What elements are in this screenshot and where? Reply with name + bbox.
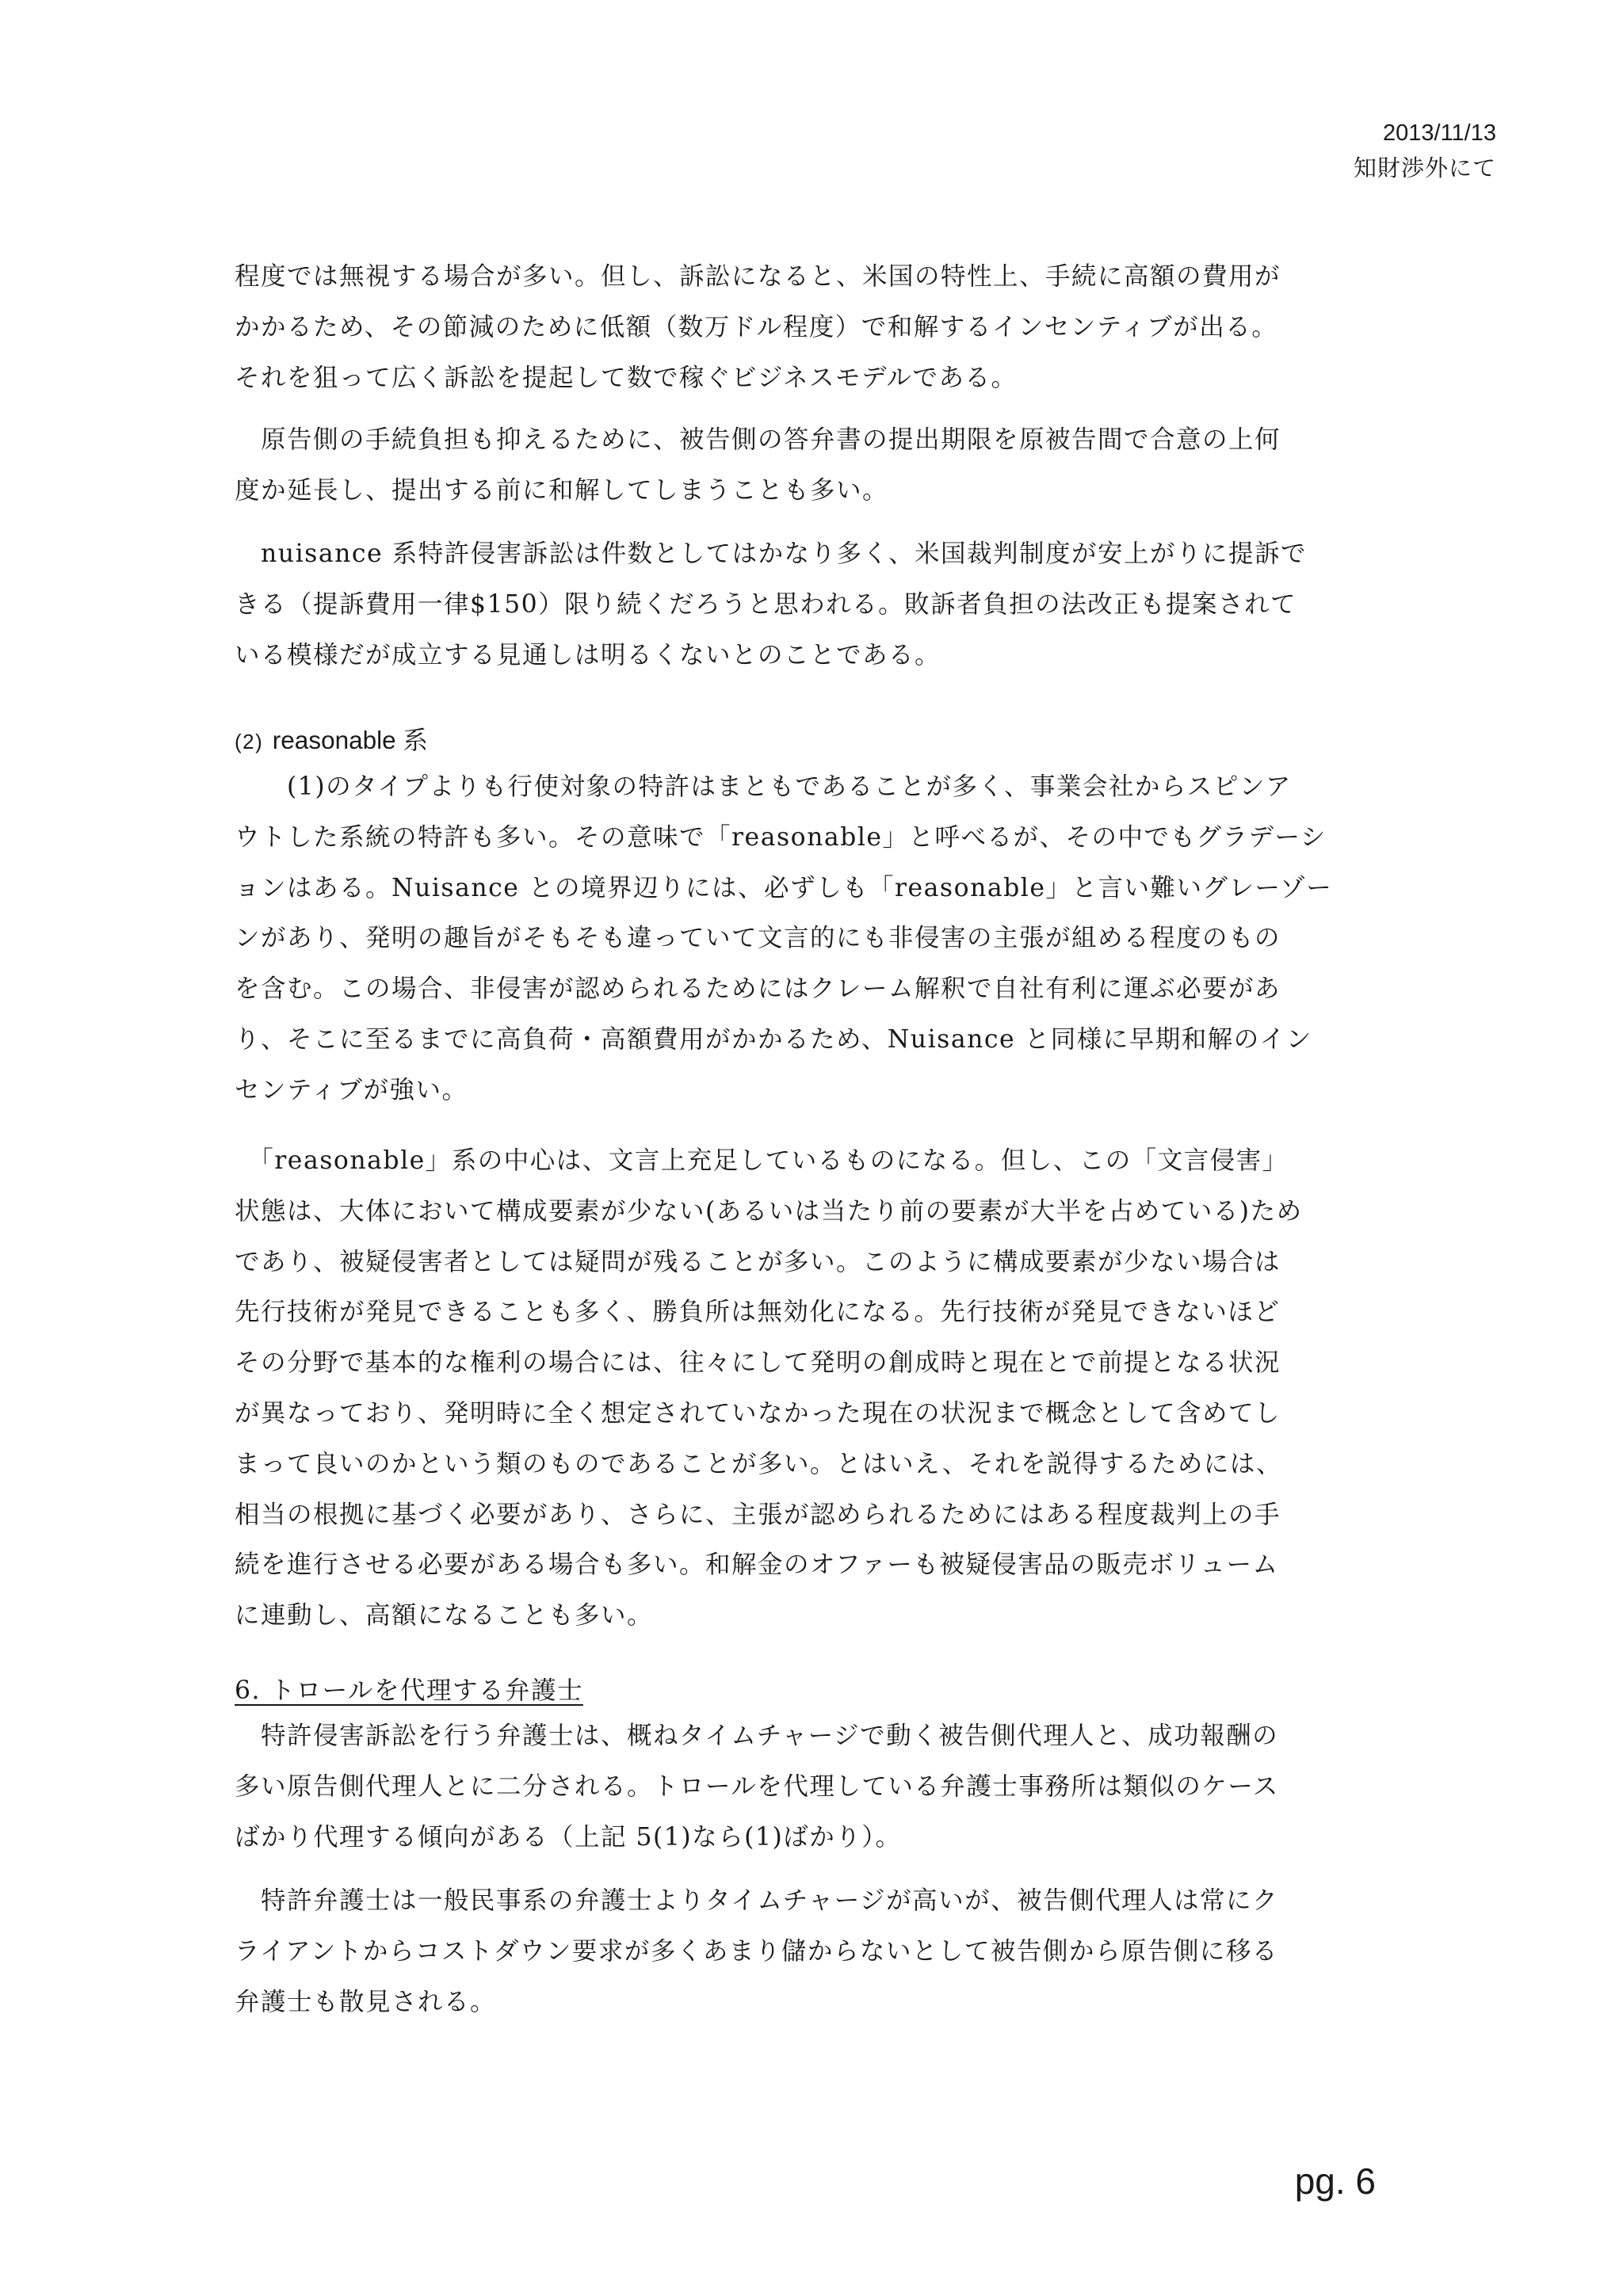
document-organization: 知財渉外にて <box>1353 154 1496 181</box>
text-line: それを狙って広く訴訟を提起して数で稼ぐビジネスモデルである。 <box>235 363 1018 392</box>
text-line: であり、被疑侵害者としては疑問が残ることが多い。このように構成要素が少ない場合は <box>235 1247 1281 1276</box>
text-line: 先行技術が発見できることも多く、勝負所は無効化になる。先行技術が発見できないほど <box>235 1298 1281 1327</box>
text-line: 相当の根拠に基づく必要があり、さらに、主張が認められるためにはある程度裁判上の手 <box>235 1500 1281 1529</box>
paragraph-reasonable-type <box>235 762 1392 1116</box>
subsection-number: (2) <box>235 730 264 753</box>
text-line: ョンはある。Nuisance との境界辺りには、必ずしも「reasonable」と言い難いグレーゾー <box>235 873 1333 902</box>
text-line: り、そこに至るまでに高負荷・高額費用がかかるため、Nuisance と同様に早期和解のイン <box>235 1024 1312 1054</box>
text-line: 多い原告側代理人とに二分される。トロールを代理している弁護士事務所は類似のケース <box>235 1772 1279 1801</box>
text-line: 特許侵害訴訟を行う弁護士は、概ねタイムチャージで動く被告側代理人と、成功報酬の <box>235 1722 1279 1750</box>
text-line: を含む。この場合、非侵害が認められるためにはクレーム解釈で自社有利に運ぶ必要があ <box>235 974 1281 1004</box>
paragraph-nuisance-suits <box>235 529 1392 681</box>
text-line: 原告側の手続負担も抑えるために、被告側の答弁書の提出期限を原被告間で合意の上何 <box>235 425 1281 454</box>
text-line: ンがあり、発明の趣旨がそもそも違っていて文言的にも非侵害の主張が組める程度のもの <box>235 924 1281 953</box>
text-line: に連動し、高額になることも多い。 <box>235 1601 654 1630</box>
text-line: センティブが強い。 <box>235 1075 468 1104</box>
section-heading-6: 6. トロールを代理する弁護士 <box>235 1676 583 1705</box>
page-number: pg. 6 <box>1294 2161 1376 2202</box>
text-line: 「reasonable」系の中心は、文言上充足しているものになる。但し、この「文言侵害」 <box>235 1146 1289 1175</box>
paragraph-reasonable-core <box>235 1136 1392 1642</box>
text-line: その分野で基本的な権利の場合には、往々にして発明の創成時と現在とで前提となる状況 <box>235 1348 1281 1378</box>
text-line: 続を進行させる必要がある場合も多い。和解金のオファーも被疑侵害品の販売ボリューム <box>235 1550 1279 1580</box>
paragraph-attorney-split <box>235 1711 1392 1863</box>
text-line: 程度では無視する場合が多い。但し、訴訟になると、米国の特性上、手続に高額の費用が <box>235 262 1281 291</box>
paragraph-nuisance-cost <box>235 252 1392 403</box>
text-line: まって良いのかという類のものであることが多い。とはいえ、それを説得するためには、 <box>235 1449 1282 1478</box>
text-line: ライアントからコストダウン要求が多くあまり儲からないとして被告側から原告側に移る <box>235 1936 1278 1966</box>
paragraph-attorney-fees <box>235 1876 1392 2027</box>
document-date: 2013/11/13 <box>1383 120 1496 146</box>
text-line: ウトした系統の特許も多い。その意味で「reasonable」と呼べるが、その中でもグラデーシ <box>235 822 1327 852</box>
text-line: が異なっており、発明時に全く想定されていなかった現在の状況まで概念として含めてし <box>235 1398 1281 1428</box>
text-line: 度か延長し、提出する前に和解してしまうことも多い。 <box>235 475 889 505</box>
text-line: ばかり代理する傾向がある（上記 5(1)なら(1)ばかり）。 <box>235 1822 902 1852</box>
text-line: nuisance 系特許侵害訴訟は件数としてはかなり多く、米国裁判制度が安上がりに提訴で <box>235 540 1308 568</box>
text-line: (1)のタイプよりも行使対象の特許はまともであることが多く、事業会社からスピンア <box>235 772 1292 801</box>
text-line: かかるため、その節減のために低額（数万ドル程度）で和解するインセンティブが出る。 <box>235 312 1278 341</box>
text-line: 状態は、大体において構成要素が少ない(あるいは当たり前の要素が大半を占めている)ため <box>235 1196 1303 1226</box>
paragraph-plaintiff-burden <box>235 415 1392 517</box>
text-line: 弁護士も散見される。 <box>235 1987 497 2016</box>
subsection-heading <box>235 715 428 767</box>
text-line: 特許弁護士は一般民事系の弁護士よりタイムチャージが高いが、被告側代理人は常にク <box>235 1886 1279 1915</box>
subsection-title: reasonable 系 <box>272 726 428 754</box>
text-line: いる模様だが成立する見通しは明るくないとのことである。 <box>235 640 941 669</box>
text-line: きる（提訴費用一律$150）限り続くだろうと思われる。敗訴者負担の法改正も提案されて <box>235 589 1297 619</box>
